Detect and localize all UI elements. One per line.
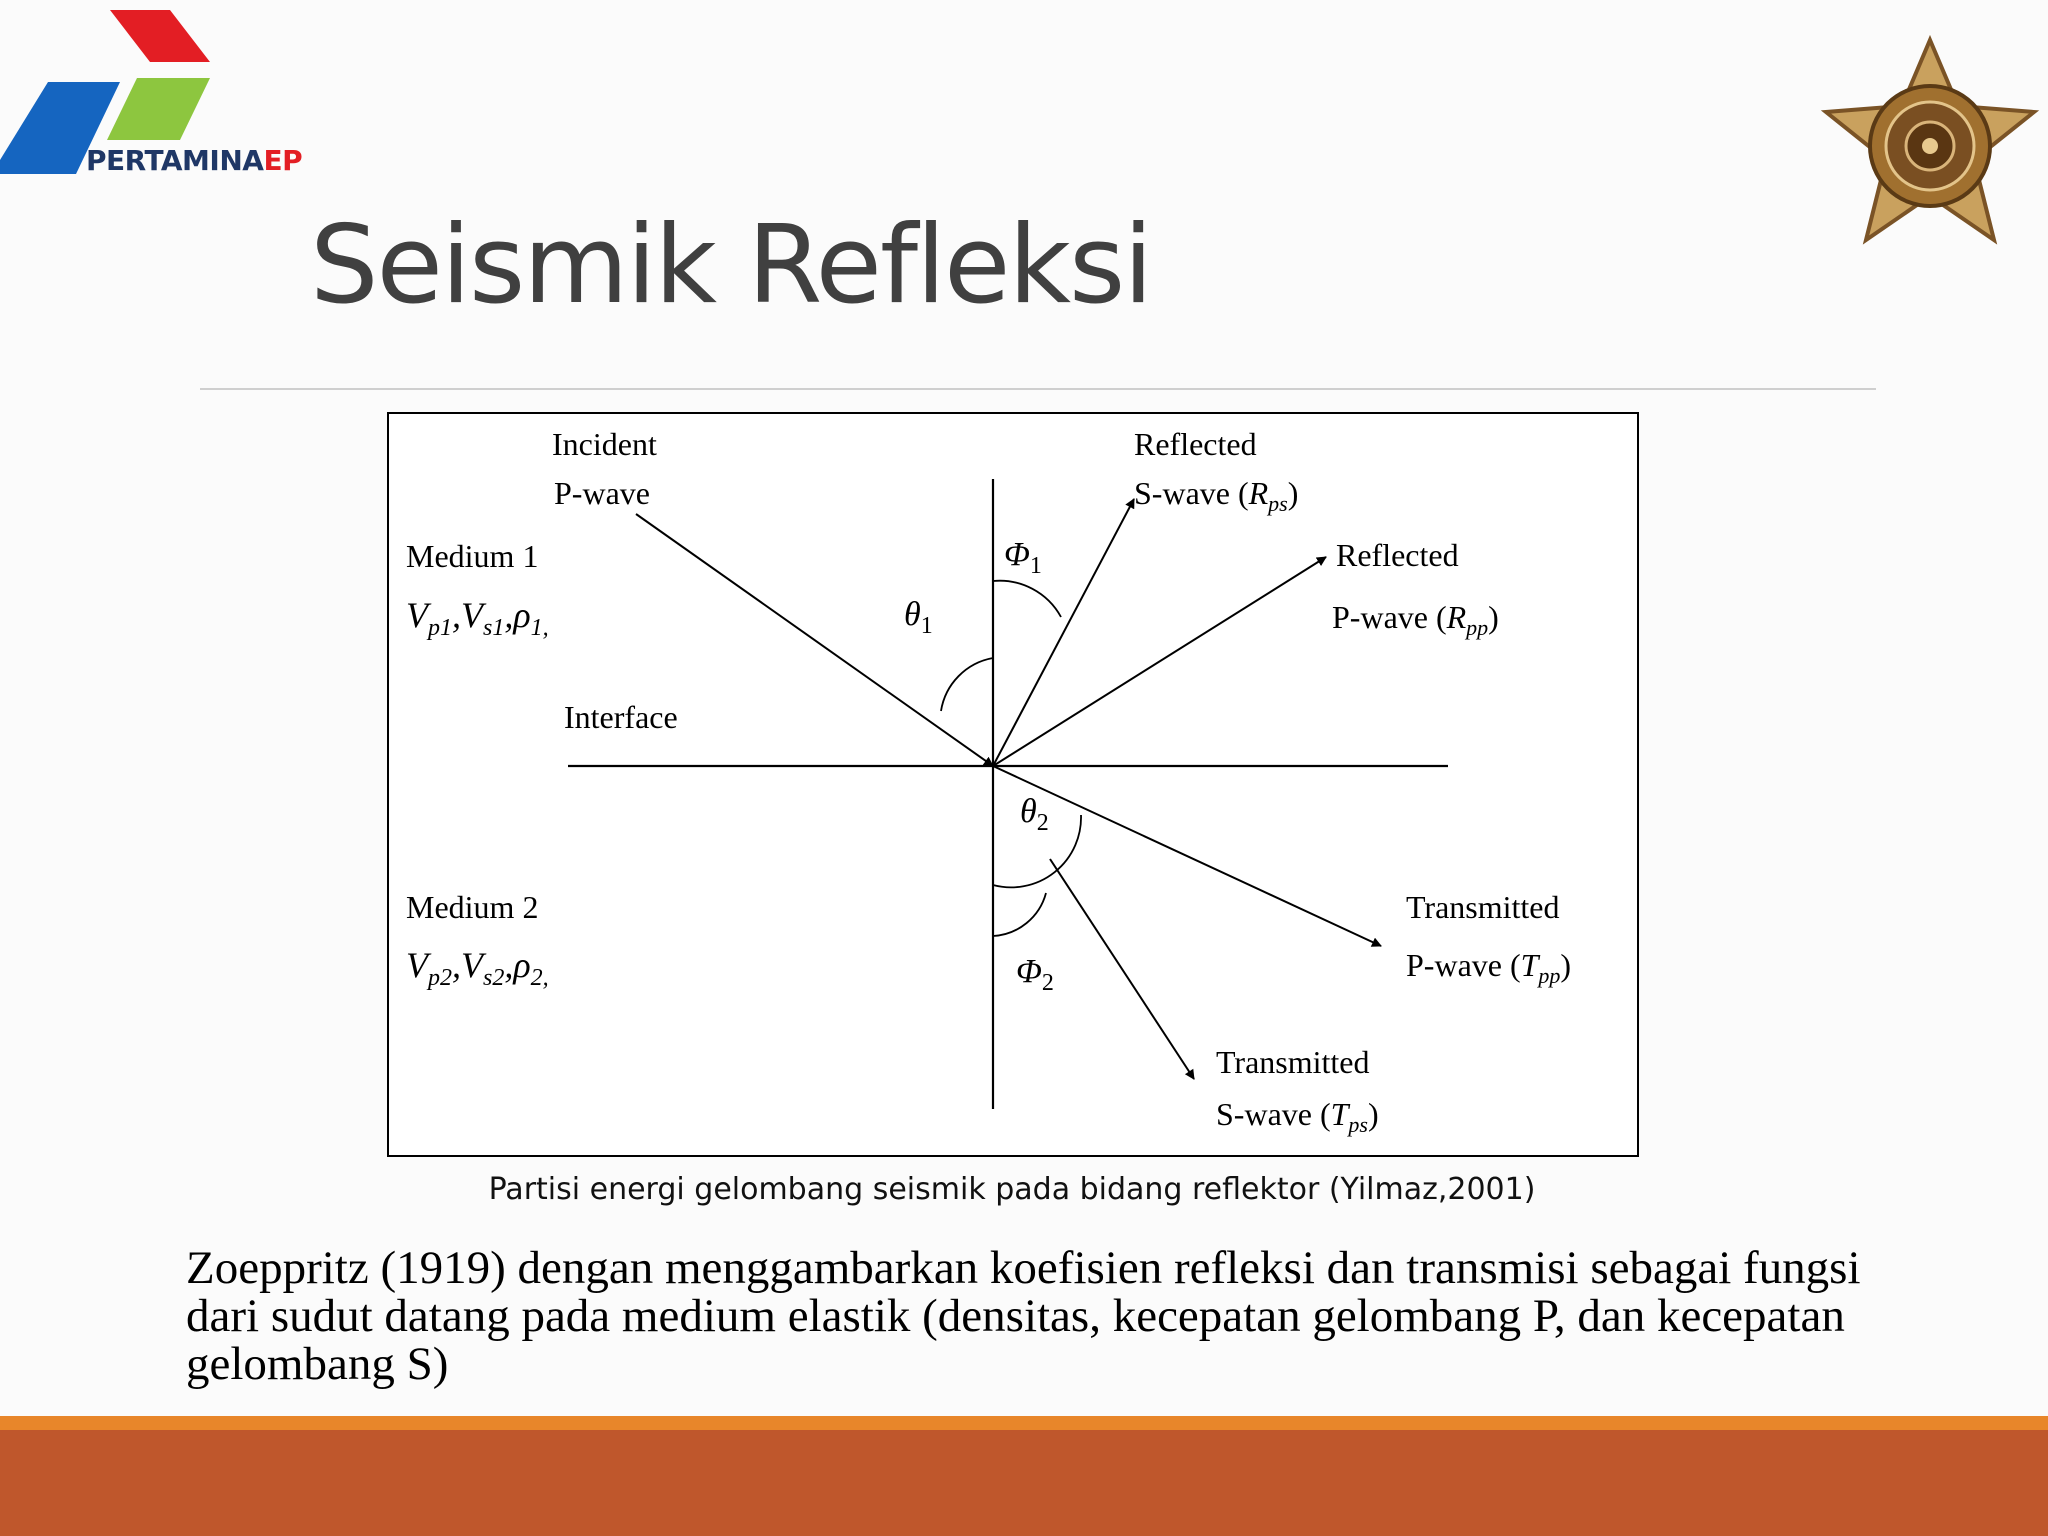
pertamina-ep-logo bbox=[0, 0, 330, 180]
reflected-s-label-1: Reflected bbox=[1134, 426, 1257, 462]
medium1-label: Medium 1 bbox=[406, 538, 539, 574]
seismic-partition-diagram bbox=[386, 411, 1640, 1158]
phi2-label: $\Phi_2$ bbox=[1016, 953, 1054, 996]
footer-bar bbox=[0, 1430, 2048, 1536]
reflected-s-label-2: S-wave $(R_{ps})$ bbox=[1134, 475, 1299, 516]
brand-suffix: EP bbox=[263, 144, 303, 177]
theta2-label: $\theta_2$ bbox=[1020, 793, 1049, 836]
incident-label-2: P-wave bbox=[554, 475, 650, 511]
seal-icon bbox=[1816, 34, 2044, 250]
university-seal-logo bbox=[1816, 34, 2044, 250]
transmitted-s-label-1: Transmitted bbox=[1216, 1044, 1370, 1080]
theta1-label: $\theta_1$ bbox=[904, 596, 933, 639]
transmitted-p-label-1: Transmitted bbox=[1406, 889, 1560, 925]
medium1-properties: $V_{p1},V_{s1},\rho_{1,}$ bbox=[406, 595, 549, 641]
transmitted-s-label-2: S-wave $(T_{ps})$ bbox=[1216, 1096, 1379, 1137]
transmitted-p-label-2: P-wave $(T_{pp})$ bbox=[1406, 947, 1572, 988]
body-paragraph: Zoeppritz (1919) dengan menggambarkan koefisien refleksi dan transmisi sebagai fungsi dari sudut datang pada medium elastik (densitas, kecepatan gelombang P, dan kecepatan gelombang S) bbox=[186, 1242, 1861, 1390]
brand-main: PERTAMINA bbox=[86, 144, 264, 177]
slide-title: Seismik Refleksi bbox=[310, 203, 1152, 328]
medium2-label: Medium 2 bbox=[406, 889, 539, 925]
figure-caption: Partisi energi gelombang seismik pada bidang reflektor (Yilmaz,2001) bbox=[488, 1172, 1536, 1207]
reflected-p-label-1: Reflected bbox=[1336, 537, 1459, 573]
phi1-label: $\Phi_1$ bbox=[1004, 536, 1042, 579]
title-divider bbox=[200, 388, 1876, 390]
interface-label: Interface bbox=[564, 699, 678, 735]
reflected-p-label-2: P-wave $(R_{pp})$ bbox=[1332, 599, 1499, 640]
brand-wordmark bbox=[86, 144, 302, 177]
footer-accent-stripe bbox=[0, 1416, 2048, 1430]
incident-label-1: Incident bbox=[552, 426, 657, 462]
medium2-properties: $V_{p2},V_{s2},\rho_{2,}$ bbox=[406, 945, 549, 991]
diagram-frame bbox=[388, 413, 1638, 1156]
